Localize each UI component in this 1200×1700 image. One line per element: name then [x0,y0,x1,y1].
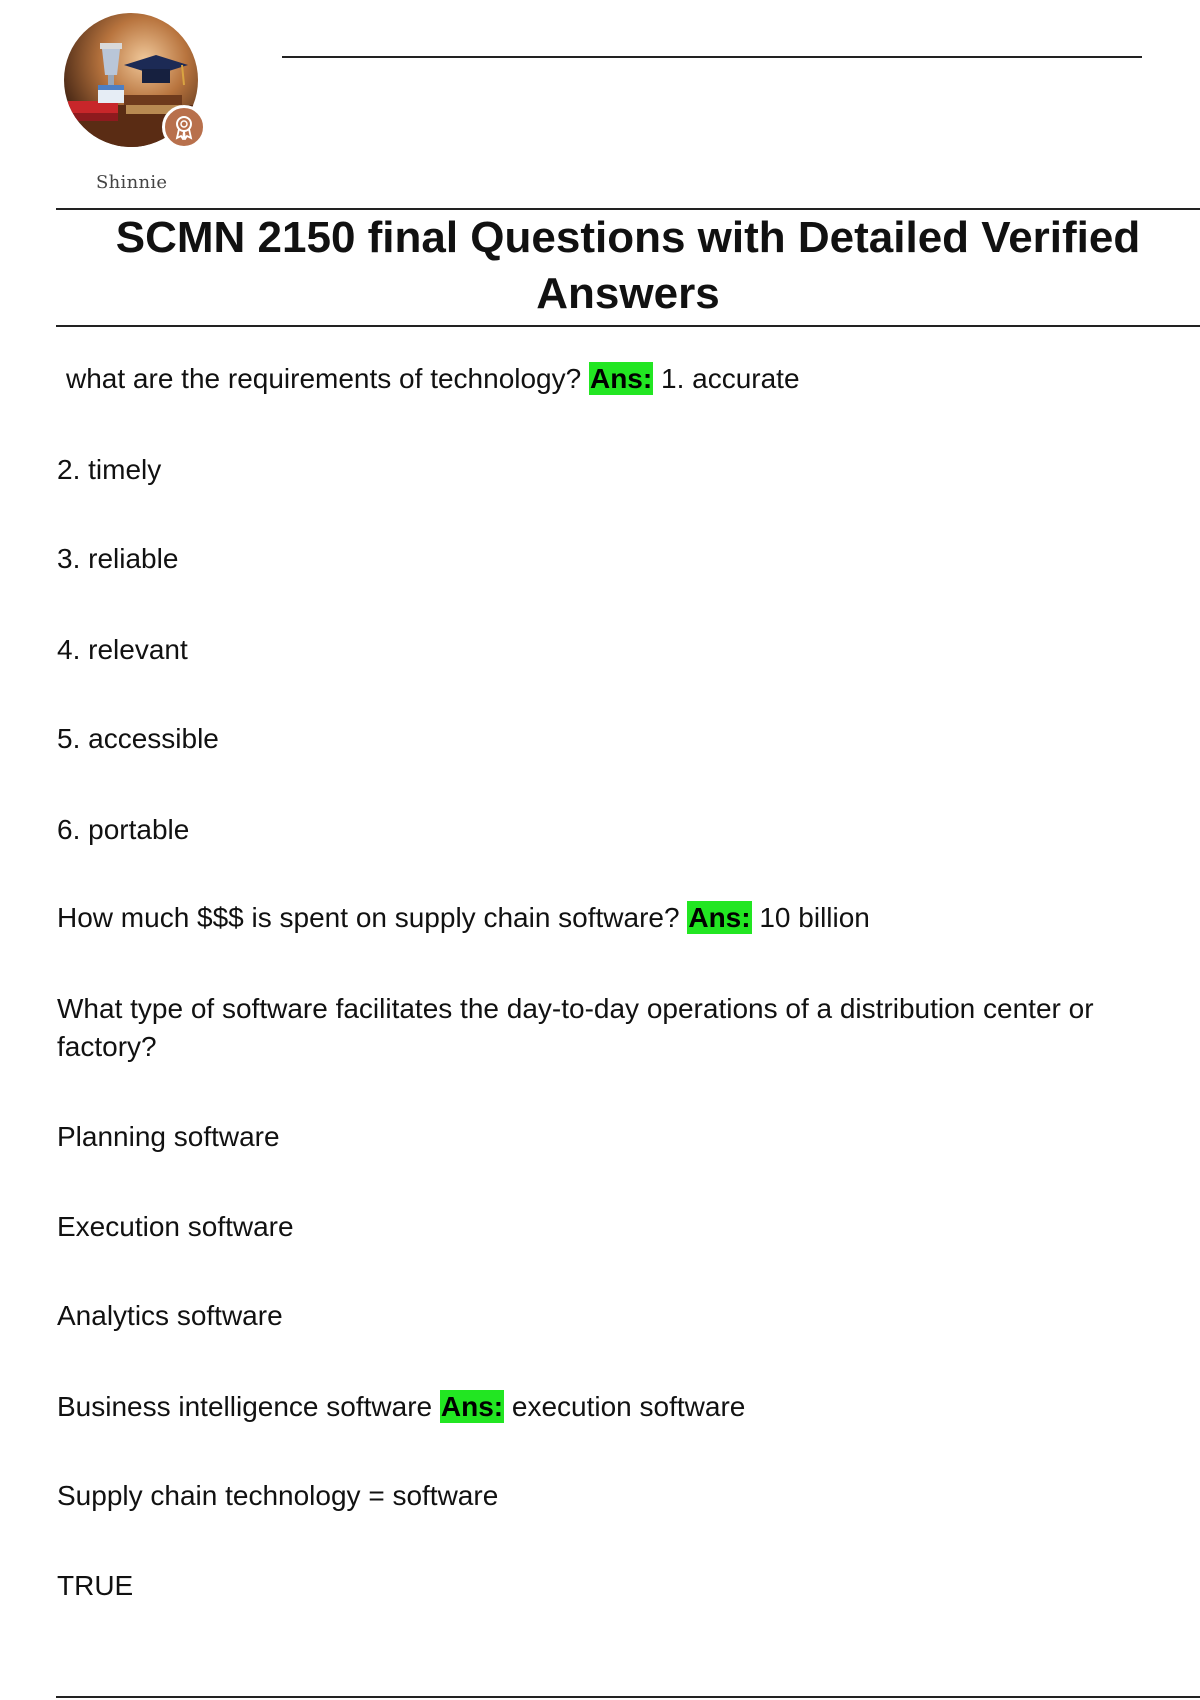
avatar [64,13,198,147]
qa-line [57,1388,745,1426]
question-text: what are the requirements of technology? [66,363,582,394]
header-divider [282,56,1142,58]
question-text: Supply chain technology = software [57,1480,499,1511]
list-item: 3. reliable [57,543,179,574]
answer-marker: Ans: [688,902,751,933]
answer-text: execution software [511,1391,746,1422]
list-item: 2. timely [57,454,162,485]
answer-marker: Ans: [589,363,653,394]
answer-text: TRUE [57,1570,134,1601]
list-item: Execution software [57,1211,294,1242]
list-item: 4. relevant [57,634,188,665]
qa-line [66,360,800,398]
question-text: What type of software facilitates the day-to-day operations of a distribution center or factory? [57,993,1094,1062]
question-text: How much $$$ is spent on supply chain software? [57,902,680,933]
title-divider-bottom [56,325,1200,327]
footer-divider [56,1696,1200,1698]
award-ribbon-icon [162,105,206,149]
qa-line [57,899,870,937]
answer-marker: Ans: [440,1391,504,1422]
option-text: Business intelligence software [57,1391,433,1422]
author-name: Shinnie [96,172,168,193]
list-item: Analytics software [57,1300,283,1331]
list-item: 5. accessible [57,723,219,754]
answer-text: 1. accurate [661,363,800,394]
answer-text: 10 billion [759,902,870,933]
page-title: SCMN 2150 final Questions with Detailed Verified Answers [115,213,1141,318]
list-item: Planning software [57,1121,280,1152]
list-item: 6. portable [57,814,190,845]
